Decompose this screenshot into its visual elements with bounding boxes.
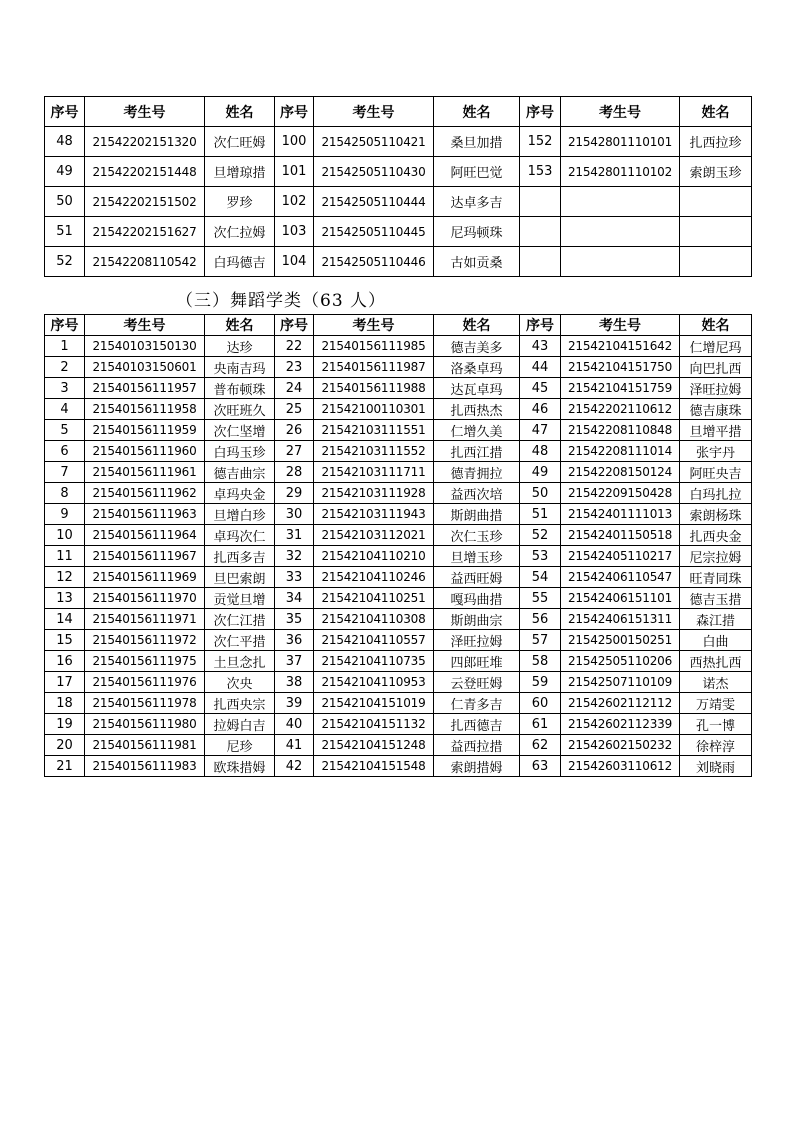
cell-seq: 28 [275,462,314,483]
cell-exam-number: 21540156111958 [85,399,205,420]
cell-name: 仁青多吉 [434,693,520,714]
cell-exam-number: 21540156111964 [85,525,205,546]
cell-name: 泽旺拉姆 [680,378,752,399]
cell-exam-number: 21542202151502 [85,187,205,217]
table-row [45,609,752,630]
cell-exam-number: 21540156111963 [85,504,205,525]
cell-name: 仁增久美 [434,420,520,441]
cell-name: 旦巴索朗 [205,567,275,588]
cell-seq: 38 [275,672,314,693]
cell-name: 欧珠措姆 [205,756,275,777]
cell-exam-number: 21542401150518 [561,525,680,546]
cell-name: 德吉玉措 [680,588,752,609]
header-exam-number: 考生号 [314,315,434,336]
cell-exam-number: 21542104110246 [314,567,434,588]
cell-seq: 27 [275,441,314,462]
cell-name: 普布顿珠 [205,378,275,399]
cell-exam-number: 21542505110430 [314,157,434,187]
cell-name: 次仁平措 [205,630,275,651]
cell-exam-number: 21540156111978 [85,693,205,714]
cell-exam-number: 21542104151750 [561,357,680,378]
cell-seq: 2 [45,357,85,378]
cell-name: 尼珍 [205,735,275,756]
cell-exam-number: 21540156111980 [85,714,205,735]
cell-seq: 24 [275,378,314,399]
cell-seq: 51 [45,217,85,247]
cell-name: 罗珍 [205,187,275,217]
cell-name: 央南吉玛 [205,357,275,378]
cell-name: 拉姆白吉 [205,714,275,735]
cell-seq: 3 [45,378,85,399]
header-seq: 序号 [520,97,561,127]
cell-name: 旦增白珍 [205,504,275,525]
cell-exam-number: 21540156111975 [85,651,205,672]
cell-seq: 59 [520,672,561,693]
cell-seq: 29 [275,483,314,504]
cell-exam-number [561,187,680,217]
cell-exam-number: 21542104151548 [314,756,434,777]
cell-exam-number: 21540156111970 [85,588,205,609]
cell-exam-number: 21542208111014 [561,441,680,462]
cell-name: 向巴扎西 [680,357,752,378]
cell-name: 索朗杨珠 [680,504,752,525]
cell-name: 次央 [205,672,275,693]
cell-exam-number: 21540156111959 [85,420,205,441]
cell-name: 斯朗曲宗 [434,609,520,630]
cell-seq: 34 [275,588,314,609]
cell-seq: 17 [45,672,85,693]
table-row [45,357,752,378]
cell-exam-number: 21542103112021 [314,525,434,546]
cell-name: 索朗措姆 [434,756,520,777]
cell-exam-number: 21542104110953 [314,672,434,693]
table-header-row [45,97,752,127]
cell-seq: 104 [275,247,314,277]
cell-exam-number: 21542104110735 [314,651,434,672]
cell-exam-number: 21542406110547 [561,567,680,588]
cell-seq: 152 [520,127,561,157]
cell-name: 达卓多吉 [434,187,520,217]
cell-exam-number: 21542202151627 [85,217,205,247]
cell-seq: 11 [45,546,85,567]
table-row [45,588,752,609]
cell-seq: 35 [275,609,314,630]
cell-name: 白玛德吉 [205,247,275,277]
table-row [45,336,752,357]
cell-name: 扎西德吉 [434,714,520,735]
cell-exam-number: 21542505110421 [314,127,434,157]
cell-name: 仁增尼玛 [680,336,752,357]
cell-exam-number: 21542104110308 [314,609,434,630]
cell-name: 旦增玉珍 [434,546,520,567]
cell-seq: 47 [520,420,561,441]
cell-exam-number: 21540156111962 [85,483,205,504]
cell-seq: 44 [520,357,561,378]
cell-seq: 51 [520,504,561,525]
cell-name [680,247,752,277]
cell-seq: 42 [275,756,314,777]
cell-seq: 37 [275,651,314,672]
cell-seq: 39 [275,693,314,714]
header-name: 姓名 [680,97,752,127]
cell-name: 古如贡桑 [434,247,520,277]
table-row [45,567,752,588]
cell-name: 诺杰 [680,672,752,693]
cell-seq: 101 [275,157,314,187]
cell-exam-number: 21542405110217 [561,546,680,567]
header-seq: 序号 [45,97,85,127]
cell-seq: 13 [45,588,85,609]
cell-seq [520,247,561,277]
table-row [45,504,752,525]
cell-name: 贡觉旦增 [205,588,275,609]
cell-seq: 61 [520,714,561,735]
cell-seq: 49 [45,157,85,187]
cell-exam-number: 21542100110301 [314,399,434,420]
cell-name: 德吉康珠 [680,399,752,420]
cell-exam-number: 21542202151320 [85,127,205,157]
admission-table-continued [44,96,752,277]
cell-seq [520,187,561,217]
cell-seq: 22 [275,336,314,357]
cell-seq: 41 [275,735,314,756]
table-row [45,546,752,567]
cell-name: 德青拥拉 [434,462,520,483]
cell-seq: 26 [275,420,314,441]
header-seq: 序号 [520,315,561,336]
table-row [45,378,752,399]
cell-name: 斯朗曲措 [434,504,520,525]
cell-name: 阿旺巴觉 [434,157,520,187]
cell-seq: 16 [45,651,85,672]
header-seq: 序号 [275,315,314,336]
cell-name: 次仁玉珍 [434,525,520,546]
table-row [45,247,752,277]
cell-seq: 33 [275,567,314,588]
cell-exam-number: 21542208110848 [561,420,680,441]
cell-name: 扎西江措 [434,441,520,462]
cell-name: 扎西热杰 [434,399,520,420]
cell-exam-number: 21540156111961 [85,462,205,483]
cell-name: 徐梓淳 [680,735,752,756]
cell-name: 阿旺央吉 [680,462,752,483]
cell-name: 卓玛央金 [205,483,275,504]
cell-seq: 100 [275,127,314,157]
cell-exam-number: 21540103150601 [85,357,205,378]
header-exam-number: 考生号 [314,97,434,127]
cell-name: 达珍 [205,336,275,357]
cell-exam-number: 21542104110251 [314,588,434,609]
table-row [45,525,752,546]
cell-seq: 60 [520,693,561,714]
cell-name: 万靖雯 [680,693,752,714]
cell-seq: 15 [45,630,85,651]
cell-seq: 10 [45,525,85,546]
table-row [45,735,752,756]
cell-name: 旦增琼措 [205,157,275,187]
cell-seq: 36 [275,630,314,651]
cell-exam-number: 21542801110101 [561,127,680,157]
cell-seq: 57 [520,630,561,651]
cell-name: 益西拉措 [434,735,520,756]
cell-seq: 25 [275,399,314,420]
cell-seq: 50 [520,483,561,504]
cell-name: 益西旺姆 [434,567,520,588]
header-exam-number: 考生号 [561,97,680,127]
cell-exam-number: 21542103111551 [314,420,434,441]
cell-name: 扎西央金 [680,525,752,546]
cell-seq: 52 [520,525,561,546]
cell-exam-number: 21542505110445 [314,217,434,247]
cell-name: 扎西央宗 [205,693,275,714]
table-row [45,630,752,651]
cell-exam-number [561,247,680,277]
cell-exam-number: 21540156111972 [85,630,205,651]
header-name: 姓名 [434,315,520,336]
cell-name: 孔一博 [680,714,752,735]
cell-name: 次旺班久 [205,399,275,420]
cell-name: 土旦念扎 [205,651,275,672]
cell-exam-number: 21542602150232 [561,735,680,756]
cell-seq: 62 [520,735,561,756]
table-row [45,217,752,247]
cell-exam-number: 21542104110557 [314,630,434,651]
cell-exam-number: 21540156111957 [85,378,205,399]
cell-exam-number: 21540156111981 [85,735,205,756]
cell-exam-number: 21542104110210 [314,546,434,567]
header-name: 姓名 [434,97,520,127]
cell-name: 次仁坚增 [205,420,275,441]
table-row [45,483,752,504]
cell-seq: 18 [45,693,85,714]
cell-name: 达瓦卓玛 [434,378,520,399]
cell-exam-number: 21542505110446 [314,247,434,277]
cell-name: 桑旦加措 [434,127,520,157]
cell-exam-number: 21542208110542 [85,247,205,277]
table-header-row [45,315,752,336]
cell-name: 旦增平措 [680,420,752,441]
cell-exam-number: 21542209150428 [561,483,680,504]
cell-name: 索朗玉珍 [680,157,752,187]
cell-exam-number: 21542208150124 [561,462,680,483]
cell-name: 德吉美多 [434,336,520,357]
cell-name: 张宇丹 [680,441,752,462]
cell-seq: 6 [45,441,85,462]
header-seq: 序号 [45,315,85,336]
cell-seq: 12 [45,567,85,588]
cell-name: 西热扎西 [680,651,752,672]
cell-seq: 103 [275,217,314,247]
cell-name: 次仁江措 [205,609,275,630]
cell-exam-number: 21540156111985 [314,336,434,357]
table-row [45,714,752,735]
cell-seq: 30 [275,504,314,525]
cell-exam-number: 21540156111969 [85,567,205,588]
cell-exam-number: 21542104151248 [314,735,434,756]
cell-exam-number: 21542602112339 [561,714,680,735]
cell-seq: 4 [45,399,85,420]
cell-seq: 23 [275,357,314,378]
cell-exam-number: 21540156111960 [85,441,205,462]
header-name: 姓名 [205,97,275,127]
cell-name: 扎西多吉 [205,546,275,567]
table-row [45,157,752,187]
cell-name: 卓玛次仁 [205,525,275,546]
cell-seq: 58 [520,651,561,672]
cell-exam-number: 21542103111943 [314,504,434,525]
cell-seq: 21 [45,756,85,777]
cell-seq: 43 [520,336,561,357]
cell-exam-number: 21542104151642 [561,336,680,357]
cell-seq: 153 [520,157,561,187]
cell-exam-number: 21542104151132 [314,714,434,735]
cell-exam-number: 21540156111983 [85,756,205,777]
header-seq: 序号 [275,97,314,127]
dance-admission-table [44,314,752,777]
cell-name [680,187,752,217]
cell-name: 云登旺姆 [434,672,520,693]
cell-name: 尼玛顿珠 [434,217,520,247]
cell-name: 嘎玛曲措 [434,588,520,609]
cell-exam-number: 21542507110109 [561,672,680,693]
header-name: 姓名 [680,315,752,336]
cell-name: 泽旺拉姆 [434,630,520,651]
cell-seq: 102 [275,187,314,217]
cell-exam-number: 21542104151019 [314,693,434,714]
cell-exam-number: 21542406151311 [561,609,680,630]
cell-seq: 63 [520,756,561,777]
cell-name: 尼宗拉姆 [680,546,752,567]
table-row [45,420,752,441]
header-name: 姓名 [205,315,275,336]
table-row [45,693,752,714]
cell-name: 白曲 [680,630,752,651]
cell-seq: 8 [45,483,85,504]
cell-seq: 14 [45,609,85,630]
cell-exam-number: 21540156111987 [314,357,434,378]
cell-name: 刘晓雨 [680,756,752,777]
cell-seq: 32 [275,546,314,567]
cell-exam-number: 21542801110102 [561,157,680,187]
cell-exam-number: 21540103150130 [85,336,205,357]
cell-exam-number: 21540156111976 [85,672,205,693]
cell-seq: 20 [45,735,85,756]
cell-exam-number: 21542103111552 [314,441,434,462]
cell-seq: 55 [520,588,561,609]
cell-exam-number: 21542505110444 [314,187,434,217]
cell-name: 白玛玉珍 [205,441,275,462]
cell-name: 四郎旺堆 [434,651,520,672]
cell-exam-number: 21540156111988 [314,378,434,399]
cell-seq: 54 [520,567,561,588]
table-row [45,462,752,483]
cell-exam-number: 21542505110206 [561,651,680,672]
cell-seq: 40 [275,714,314,735]
cell-exam-number: 21542103111928 [314,483,434,504]
cell-seq: 48 [520,441,561,462]
cell-seq: 45 [520,378,561,399]
header-exam-number: 考生号 [561,315,680,336]
cell-seq: 5 [45,420,85,441]
cell-seq: 48 [45,127,85,157]
header-exam-number: 考生号 [85,315,205,336]
table-row [45,672,752,693]
cell-exam-number: 21542104151759 [561,378,680,399]
cell-exam-number: 21542401111013 [561,504,680,525]
table-row [45,756,752,777]
cell-exam-number: 21542202110612 [561,399,680,420]
cell-exam-number: 21542406151101 [561,588,680,609]
cell-seq: 49 [520,462,561,483]
cell-name: 次仁拉姆 [205,217,275,247]
cell-name: 洛桑卓玛 [434,357,520,378]
cell-name: 扎西拉珍 [680,127,752,157]
cell-exam-number: 21542602112112 [561,693,680,714]
cell-seq: 53 [520,546,561,567]
cell-exam-number: 21540156111971 [85,609,205,630]
cell-seq: 31 [275,525,314,546]
cell-exam-number: 21542500150251 [561,630,680,651]
section-title-dance: （三）舞蹈学类（63 人） [176,291,387,311]
cell-name: 次仁旺姆 [205,127,275,157]
table-row [45,651,752,672]
cell-exam-number [561,217,680,247]
cell-seq: 19 [45,714,85,735]
cell-seq: 56 [520,609,561,630]
cell-seq: 50 [45,187,85,217]
cell-seq: 9 [45,504,85,525]
cell-name: 白玛扎拉 [680,483,752,504]
cell-seq: 46 [520,399,561,420]
cell-name: 益西次培 [434,483,520,504]
cell-exam-number: 21542103111711 [314,462,434,483]
cell-name: 旺青同珠 [680,567,752,588]
cell-name [680,217,752,247]
cell-exam-number: 21540156111967 [85,546,205,567]
cell-name: 德吉曲宗 [205,462,275,483]
table-row [45,187,752,217]
cell-seq: 7 [45,462,85,483]
table-row [45,441,752,462]
cell-seq: 1 [45,336,85,357]
table-row [45,127,752,157]
cell-seq: 52 [45,247,85,277]
cell-seq [520,217,561,247]
cell-exam-number: 21542603110612 [561,756,680,777]
table-row [45,399,752,420]
header-exam-number: 考生号 [85,97,205,127]
cell-exam-number: 21542202151448 [85,157,205,187]
cell-name: 森江措 [680,609,752,630]
